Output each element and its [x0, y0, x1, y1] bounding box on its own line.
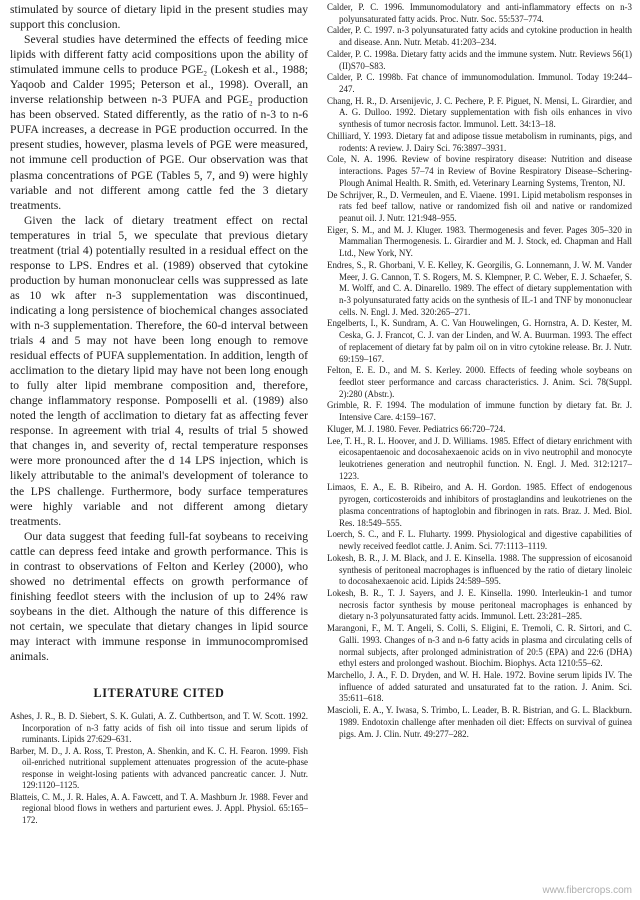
reference-item: Kluger, M. J. 1980. Fever. Pediatrics 66:720–724. [327, 423, 506, 434]
reference-item: De Schrijver, R., D. Vermeulen, and E. Viaene. 1991. Lipid metabolism responses in rats fed beef tallow, native or randomized fish oil and native or randomized peanut oil. J. Nutr. 121:948–955. [327, 189, 632, 223]
reference-item: Blatteis, C. M., J. R. Hales, A. A. Fawcett, and T. A. Mashburn Jr. 1988. Fever and regional blood flows in wethers and parturient ewes. J. Appl. Physiol. 65:165–172. [10, 791, 308, 825]
reference-item: Barber, M. D., J. A. Ross, T. Preston, A. Shenkin, and K. C. H. Fearon. 1999. Fish oil-enriched nutritional supplement attenuates progression of the acute-phase response in weight-losing patients with advanced pancreatic cancer. J. Nutr. 129:1120–1125. [10, 745, 308, 791]
reference-item: Lokesh, B. R., T. J. Sayers, and J. E. Kinsella. 1990. Interleukin-1 and tumor necrosis factor synthesis by mouse peritoneal macrophages is enhanced by dietary n-3 polyunsaturated fatty acids. Immunol. Lett. 23:281–285. [327, 587, 632, 622]
body-paragraph: stimulated by source of dietary lipid in the present studies may support this conclusion. [10, 3, 308, 32]
left-column [10, 2, 308, 827]
reference-item: Calder, P. C. 1996. Immunomodulatory and anti-inflammatory effects on n-3 polyunsaturated fatty acids. Proc. Nutr. Soc. 55:537–774. [327, 2, 632, 24]
right-column [327, 2, 632, 740]
body-paragraph: Several studies have determined the effects of feeding mice lipids with different fatty acid compositions upon the ability of stimulated immune cells to produce PGE₂ (Lokesh et al., 1988; Yaqoob and Calder 1995; Peterson et al., 1998). Overall, an inverse relationship between n-3 PUFA and PGE₂ production has been observed. Stated differently, as the ratio of n-3 to n-6 PUFA increases, a decrease in PGE production occurred. In the present studies, however, plasma levels of PGE were measured, not immune cell production of PGE. Our observation was that plasma concentrations of PGE (Tables 5, 7, and 9) were highly variable and not different among cattle fed the 3 dietary treatments. [10, 33, 308, 212]
reference-list [10, 711, 308, 826]
reference-item: Felton, E. E. D., and M. S. Kerley. 2000. Effects of feeding whole soybeans on feedlot steer performance and carcass characteristics. J. Anim. Sci. 78(Suppl. 2):280 (Abstr.). [327, 365, 632, 399]
reference-item: Chilliard, Y. 1993. Dietary fat and adipose tissue metabolism in ruminants, pigs, and rodents: A review. J. Dairy Sci. 76:3897–3931. [327, 130, 632, 153]
body-paragraph: Our data suggest that feeding full-fat soybeans to receiving cattle can depress feed intake and growth performance. This is in contrast to observations of Felton and Kerley (2000), who showed no detrimental effects on growth performance of finishing feedlot steers with the inclusion of up to 24% raw soybeans in the diet. Although the nature of this difference is not certain, we speculate that dietary changes in lipid source may interact with immune response in immunocompromised animals. [10, 529, 308, 664]
reference-item: Marchello, J. A., F. D. Dryden, and W. H. Hale. 1972. Bovine serum lipids IV. The influence of added saturated and unsaturated fat to the ration. J. Anim. Sci. 35:611–618. [327, 669, 632, 704]
reference-item: Loerch, S. C., and F. L. Fluharty. 1999. Physiological and digestive capabilities of newly received feedlot cattle. J. Anim. Sci. 77:1113–1119. [327, 529, 632, 552]
reference-item: Endres, S., R. Ghorbani, V. E. Kelley, K. Georgilis, G. Lonnemann, J. W. M. Vander Meer, J. G. Cannon, T. S. Rogers, M. S. Klempner, P. C. Weber, E. J. Schaefer, S. M. Wolff, and C. A. Dinarello. 1989. The effect of dietary supplementation with n-3 polyunsaturated fatty acids on the synthesis of IL-1 and TNF by mononuclear cells. N. Engl. J. Med. 320:265–271. [327, 259, 632, 317]
literature-cited-heading: LITERATURE CITED [93, 686, 225, 701]
reference-item: Cole, N. A. 1996. Review of bovine respiratory disease: Nutrition and disease interactions. Pages 57–74 in Review of Bovine Respiratory Disease–Schering-Plough Animal Health. R. Smith, ed. Veterinary Learning Systems, Trenton, NJ. [327, 154, 632, 188]
reference-item: Chang, H. R., D. Arsenijevic, J. C. Pechere, P. F. Piguet, N. Mensi, L. Girardier, and A. G. Dulloo. 1992. Dietary supplementation with fish oils enhances in vivo synthesis of tumor necrosis factor. Immunol. Lett. 34:13–18. [327, 95, 632, 130]
reference-item: Lokesh, B. R., J. M. Black, and J. E. Kinsella. 1988. The suppression of eicosanoid synthesis of peritoneal macrophages is influenced by the ratio of dietary linoleic to docosahexaenoic acid. Lipids 24:589–595. [327, 552, 632, 587]
reference-item: Marangoni, F., M. T. Angeli, S. Colli, S. Eligini, E. Tremoli, C. R. Sirtori, and C. Galli. 1993. Changes of n-3 and n-6 fatty acids in plasma and circulating cells of normal subjects, after prolonged administration of 20:5 (EPA) and 22:6 (DHA) ethyl esters and prolonged washout. Biochim. Biophys. Acta 1210:55–62. [327, 623, 632, 669]
reference-item: Lee, T. H., R. L. Hoover, and J. D. Williams. 1985. Effect of dietary enrichment with eicosapentaenoic and docosahexaenoic acids on in vivo neutrophil and monocyte leukotrienes generation and neutrophil function. N. Engl. J. Med. 312:1217–1223. [327, 435, 632, 481]
reference-item: Limaos, E. A., E. B. Ribeiro, and A. H. Gordon. 1985. Effect of endogenous pyrogen, corticosteroids and inhibitors of prostaglandins and leukotrienes on the plasma concentrations of haptoglobin and fibrinogen in rats. Braz. J. Med. Biol. Res. 18:549–555. [327, 482, 632, 528]
reference-item: Calder, P. C. 1998a. Dietary fatty acids and the immune system. Nutr. Reviews 56(1)(II)S70–S83. [327, 48, 632, 71]
reference-item: Engelberts, I., K. Sundram, A. C. Van Houwelingen, G. Hornstra, A. D. Kester, M. Ceska, G. J. Francot, C. J. van der Linden, and W. A. Buurman. 1993. The effect of replacement of dietary fat by palm oil on in vitro cytokine release. Br. J. Nutr. 69:159–167. [327, 318, 632, 364]
reference-item: Ashes, J. R., B. D. Siebert, S. K. Gulati, A. Z. Cuthbertson, and T. W. Scott. 1992. Incorporation of n-3 fatty acids of fish oil into tissue and serum lipids of ruminants. Lipids 27:629–631. [10, 711, 308, 745]
watermark: www.fibercrops.com [542, 885, 632, 896]
body-paragraph: Given the lack of dietary treatment effect on rectal temperatures in trial 5, we speculate that previous dietary treatment (trial 4) potentially resulted in a residual effect on the response to LPS. Endres et al. (1989) observed that cytokine production by human mononuclear cells was suppressed as late as 10 wk after n-3 supplementation was discontinued, indicating a long persistence of biochemical changes associated with n-3 supplementation. Therefore, the 60-d interval between trials 4 and 5 may not have been long enough to remove residual effects of PUFA supplementation. In addition, length of acclimation to the dietary lipid may have not been long enough to fully alter lipid membrane composition and, therefore, change inflammatory response. Pomposelli et al. (1989) also noted the length of acclimation to dietary fat as affecting fever response. In agreement with trial 4, results of trial 5 showed that changes in, and severity of, rectal temperature responses were more pronounced after the d 14 LPS injection, which is likely attributable to the animal's development of tolerance to the LPS challenge. Furthermore, body surface temperatures were highly variable and not different among dietary treatments. [10, 213, 308, 528]
reference-item: Calder, P. C. 1997. n-3 polyunsaturated fatty acids and cytokine production in health and disease. Ann. Nutr. Metab. 41:203–234. [327, 25, 632, 48]
reference-item: Grimble, R. F. 1994. The modulation of immune function by dietary fat. Br. J. Intensive Care. 4:159–167. [327, 400, 632, 423]
reference-item: Calder, P. C. 1998b. Fat chance of immunomodulation. Immunol. Today 19:244–247. [327, 72, 632, 95]
reference-list [327, 2, 632, 740]
reference-item: Mascioli, E. A., Y. Iwasa, S. Trimbo, L. Leader, B. R. Bistrian, and G. L. Blackburn. 1989. Endotoxin challenge after menhaden oil diet: Effects on survival of guinea pigs. Am. J. Clin. Nutr. 49:277–282. [327, 705, 632, 739]
reference-item: Eiger, S. M., and M. J. Kluger. 1983. Thermogenesis and fever. Pages 305–320 in Mammalian Thermogenesis. L. Girardier and M. J. Stock, ed. Chapman and Hall Ltd., New York, NY. [327, 224, 632, 259]
